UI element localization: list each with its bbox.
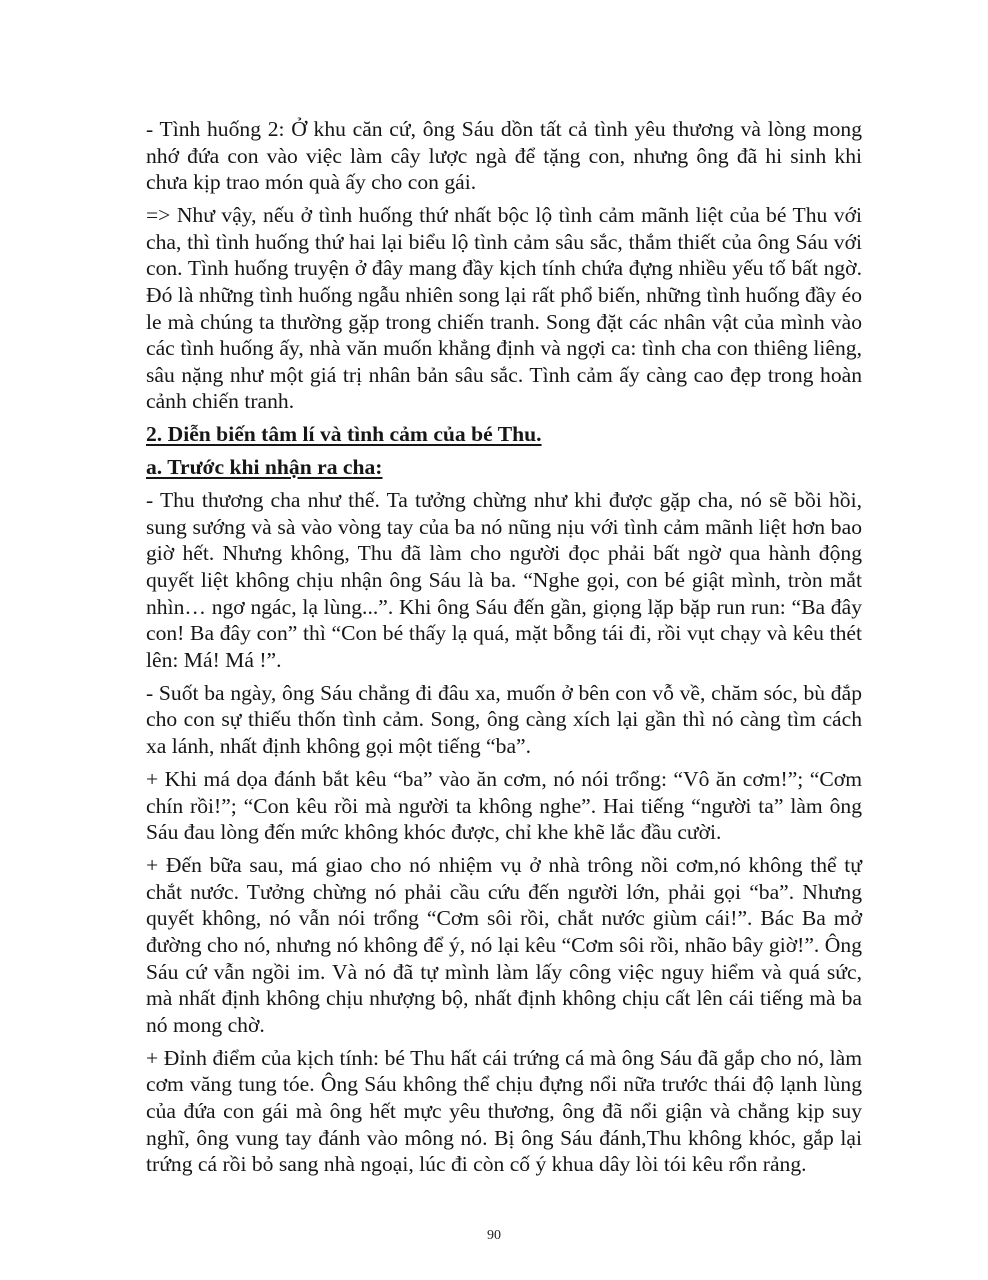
paragraph-thu-loves-father: - Thu thương cha như thế. Ta tưởng chừng như khi được gặp cha, nó sẽ bồi hồi, sung sướng và sà vào vòng tay của ba nó nũng nịu với tình cảm mãnh liệt hơn bao giờ hết. Nhưng không, Thu đã làm cho người đọc phải bất ngờ qua hành động quyết liệt không chịu nhận ông Sáu là ba. “Nghe gọi, con bé giật mình, tròn mắt nhìn… ngơ ngác, lạ lùng...”. Khi ông Sáu đến gần, giọng lặp bặp run run: “Ba đây con! Ba đây con” thì “Con bé thấy lạ quá, mặt bỗng tái đi, rồi vụt chạy và kêu thét lên: Má! Má !”. <box>146 488 862 672</box>
section-heading: 2. Diễn biến tâm lí và tình cảm của bé Thu. <box>146 422 542 447</box>
paragraph-three-days: - Suốt ba ngày, ông Sáu chẳng đi đâu xa, muốn ở bên con vỗ về, chăm sóc, bù đắp cho con sự thiếu thốn tình cảm. Song, ông càng xích lại gần thì nó càng tìm cách xa lánh, nhất định không gọi một tiếng “ba”. <box>146 680 862 759</box>
page-number: 90 <box>487 1228 501 1243</box>
subsection-heading: a. Trước khi nhận ra cha: <box>146 455 383 480</box>
page-content <box>146 116 862 1184</box>
paragraph-situation-2: - Tình huống 2: Ở khu căn cứ, ông Sáu dồn tất cả tình yêu thương và lòng mong nhớ đứa con vào việc làm cây lược ngà để tặng con, nhưng ông đã hi sinh khi chưa kịp trao món quà ấy cho con gái. <box>146 117 862 195</box>
paragraph-climax: + Đỉnh điểm của kịch tính: bé Thu hất cái trứng cá mà ông Sáu đã gắp cho nó, làm cơm văng tung tóe. Ông Sáu không thể chịu đựng nổi nữa trước thái độ lạnh lùng của đứa con gái mà ông hết mực yêu thương, ông đã nổi giận và chẳng kịp suy nghĩ, ông vung tay đánh vào mông nó. Bị ông Sáu đánh,Thu không khóc, gắp lại trứng cá rồi bỏ sang nhà ngoại, lúc đi còn cố ý khua dây lòi tói kêu rổn rảng. <box>146 1045 862 1177</box>
paragraph-conclusion: => Như vậy, nếu ở tình huống thứ nhất bộc lộ tình cảm mãnh liệt của bé Thu với cha, thì tình huống thứ hai lại biểu lộ tình cảm sâu sắc, thắm thiết của ông Sáu với con. Tình huống truyện ở đây mang đầy kịch tính chứa đựng nhiều yếu tố bất ngờ. Đó là những tình huống ngẫu nhiên song lại rất phổ biến, những tình huống đầy éo le mà chúng ta thường gặp trong chiến tranh. Song đặt các nhân vật của mình vào các tình huống ấy, nhà văn muốn khẳng định và ngợi ca: tình cha con thiêng liêng, sâu nặng như một giá trị nhân bản sâu sắc. Tình cảm ấy càng cao đẹp trong hoàn cảnh chiến tranh. <box>146 203 862 414</box>
paragraph-rice-pot: + Đến bữa sau, má giao cho nó nhiệm vụ ở nhà trông nồi cơm,nó không thể tự chắt nước. Tưởng chừng nó phải cầu cứu đến người lớn, phải gọi “ba”. Nhưng quyết không, nó vẫn nói trổng “Cơm sôi rồi, chắt nước giùm cái!”. Bác Ba mở đường cho nó, nhưng nó không để ý, nó lại kêu “Cơm sôi rồi, nhão bây giờ!”. Ông Sáu cứ vẫn ngồi im. Và nó đã tự mình làm lấy công việc nguy hiểm và quá sức, mà nhất định không chịu nhượng bộ, nhất định không chịu cất lên cái tiếng mà ba nó mong chờ. <box>146 853 862 1037</box>
paragraph-dinner-call: + Khi má dọa đánh bắt kêu “ba” vào ăn cơm, nó nói trổng: “Vô ăn cơm!”; “Cơm chín rồi!”; “Con kêu rồi mà người ta không nghe”. Hai tiếng “người ta” làm ông Sáu đau lòng đến mức không khóc được, chỉ khe khẽ lắc đầu cười. <box>146 767 862 845</box>
